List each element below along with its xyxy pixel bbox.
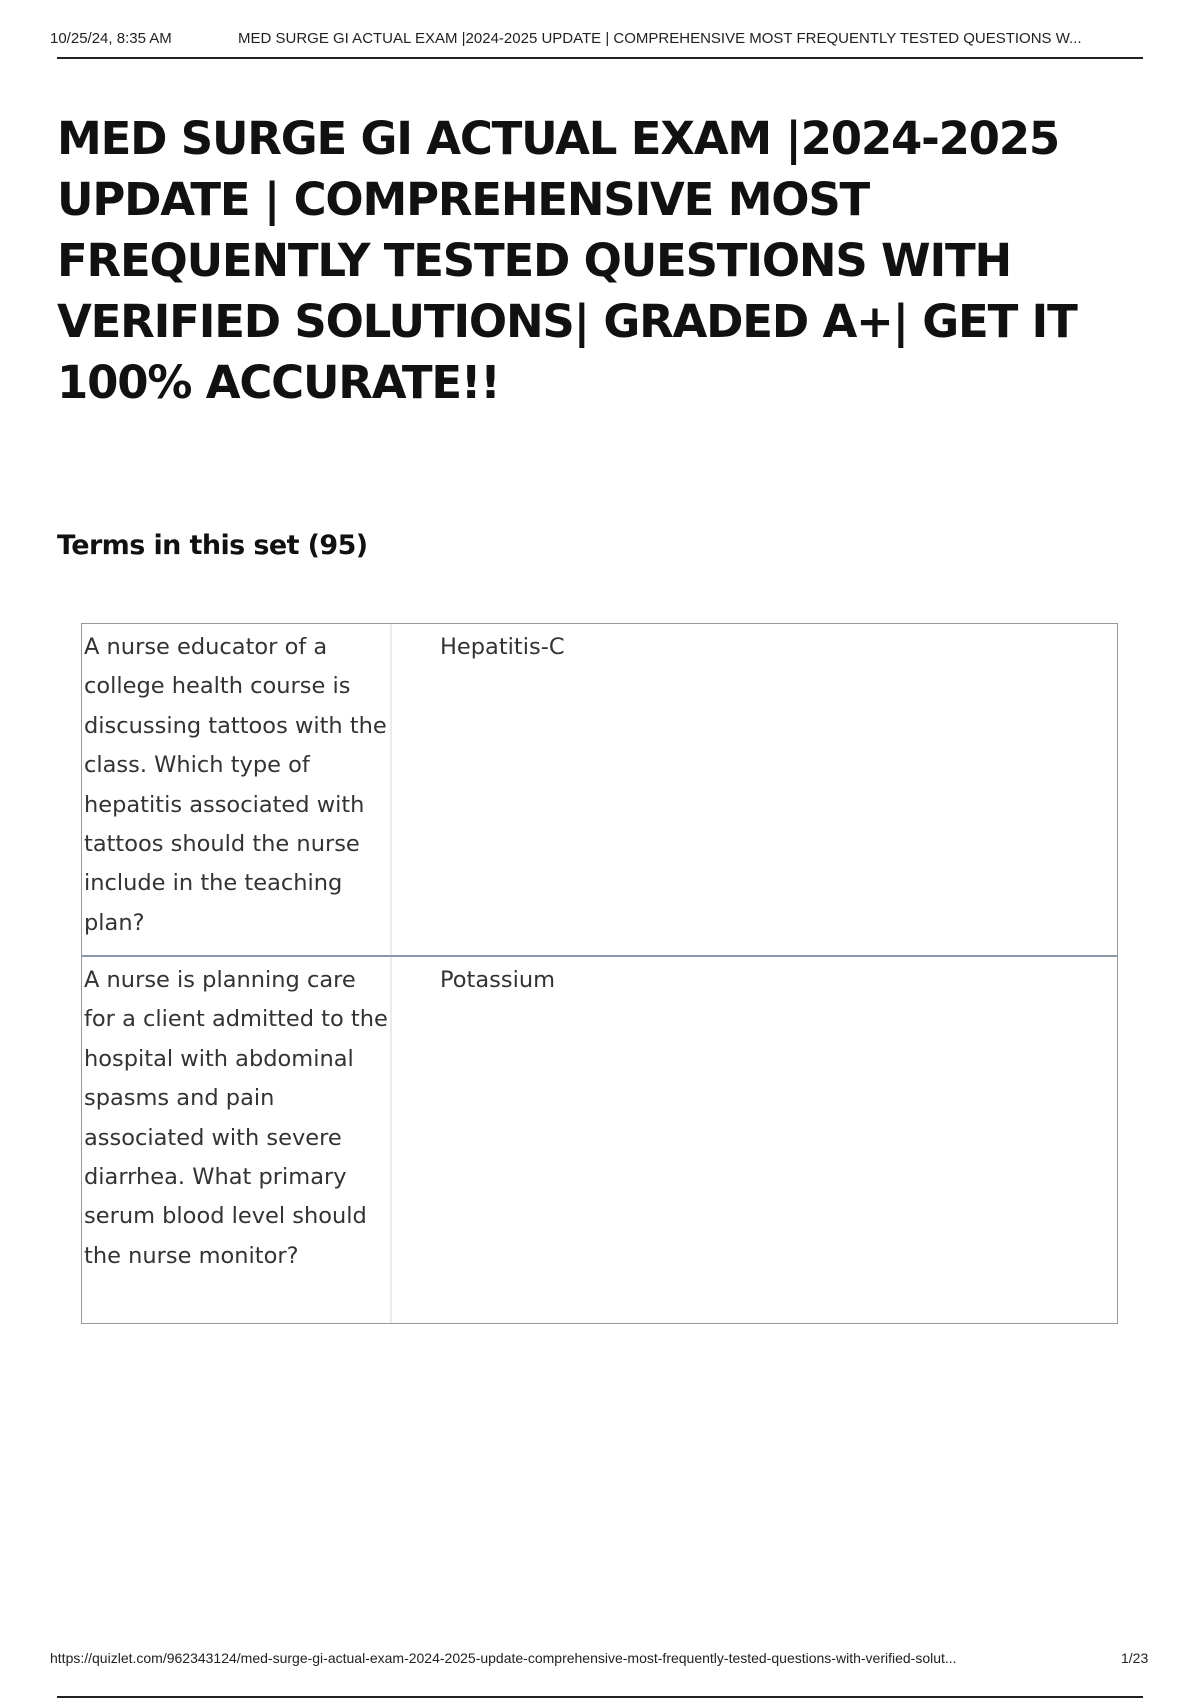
term-card <box>82 955 1117 1323</box>
print-header <box>50 30 1146 58</box>
print-date: 10/25/24, 8:35 AM <box>50 30 172 47</box>
definition-text: Potassium <box>440 967 556 993</box>
terms-count-heading: Terms in this set (95) <box>57 530 368 561</box>
page-url: https://quizlet.com/962343124/med-surge-gi-actual-exam-2024-2025-update-comprehensive-most-frequently-tested-questions-with-verified-solut... <box>50 1650 957 1666</box>
header-divider <box>57 57 1143 59</box>
terms-list <box>81 623 1118 1324</box>
print-header-title: MED SURGE GI ACTUAL EXAM |2024-2025 UPDATE | COMPREHENSIVE MOST FREQUENTLY TESTED QUESTIONS W... <box>238 30 1082 47</box>
page-number: 1/23 <box>1121 1650 1149 1666</box>
term-text: A nurse educator of a college health course is discussing tattoos with the class. Which type of hepatitis associated with tattoos should the nurse include in the teaching plan? <box>82 624 392 955</box>
definition-text: Hepatitis-C <box>440 634 565 660</box>
footer-divider <box>57 1696 1143 1698</box>
term-card <box>82 624 1117 955</box>
term-text: A nurse is planning care for a client admitted to the hospital with abdominal spasms and pain associated with severe diarrhea. What primary serum blood level should the nurse monitor? <box>82 957 392 1323</box>
page-title: MED SURGE GI ACTUAL EXAM |2024-2025 UPDATE | COMPREHENSIVE MOST FREQUENTLY TESTED QUESTIONS WITH VERIFIED SOLUTIONS| GRADED A+| GET IT 100% ACCURATE!! <box>57 112 1077 409</box>
